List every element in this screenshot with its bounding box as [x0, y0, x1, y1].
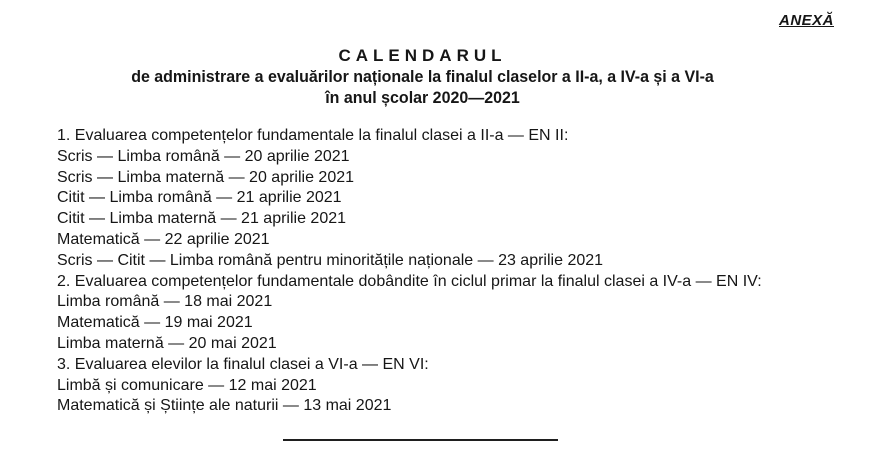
calendar-entry: Limbă și comunicare — 12 mai 2021	[57, 376, 317, 394]
document-title	[0, 45, 845, 108]
section-2-heading: 2. Evaluarea competențelor fundamentale dobândite în ciclul primar la finalul clasei a IV-a — EN IV:	[57, 272, 762, 290]
calendar-entry: Matematică — 19 mai 2021	[57, 314, 253, 332]
calendar-entry: Matematică și Științe ale naturii — 13 mai 2021	[57, 397, 392, 415]
annex-label: ANEXĂ	[778, 12, 834, 29]
calendar-entry: Limba română — 18 mai 2021	[57, 293, 273, 311]
calendar-body	[57, 126, 867, 417]
calendar-entry: Limba maternă — 20 mai 2021	[57, 334, 277, 352]
calendar-entry: Scris — Citit — Limba română pentru minoritățile naționale — 23 aprilie 2021	[57, 251, 604, 269]
section-3-heading: 3. Evaluarea elevilor la finalul clasei a VI-a — EN VI:	[57, 355, 429, 373]
title-line-3: în anul școlar 2020—2021	[325, 88, 520, 107]
title-line-2: de administrare a evaluărilor naționale la finalul claselor a II-a, a IV-a și a VI-a	[131, 67, 714, 86]
title-line-1: CALENDARUL	[338, 46, 507, 65]
calendar-entry: Citit — Limba română — 21 aprilie 2021	[57, 189, 342, 207]
calendar-entry: Citit — Limba maternă — 21 aprilie 2021	[57, 210, 347, 228]
footer-divider	[283, 439, 558, 441]
section-1-heading: 1. Evaluarea competențelor fundamentale la finalul clasei a II-a — EN II:	[57, 127, 569, 144]
calendar-entry: Matematică — 22 aprilie 2021	[57, 230, 270, 248]
calendar-entry: Scris — Limba română — 20 aprilie 2021	[57, 147, 350, 165]
calendar-entry: Scris — Limba maternă — 20 aprilie 2021	[57, 168, 355, 186]
